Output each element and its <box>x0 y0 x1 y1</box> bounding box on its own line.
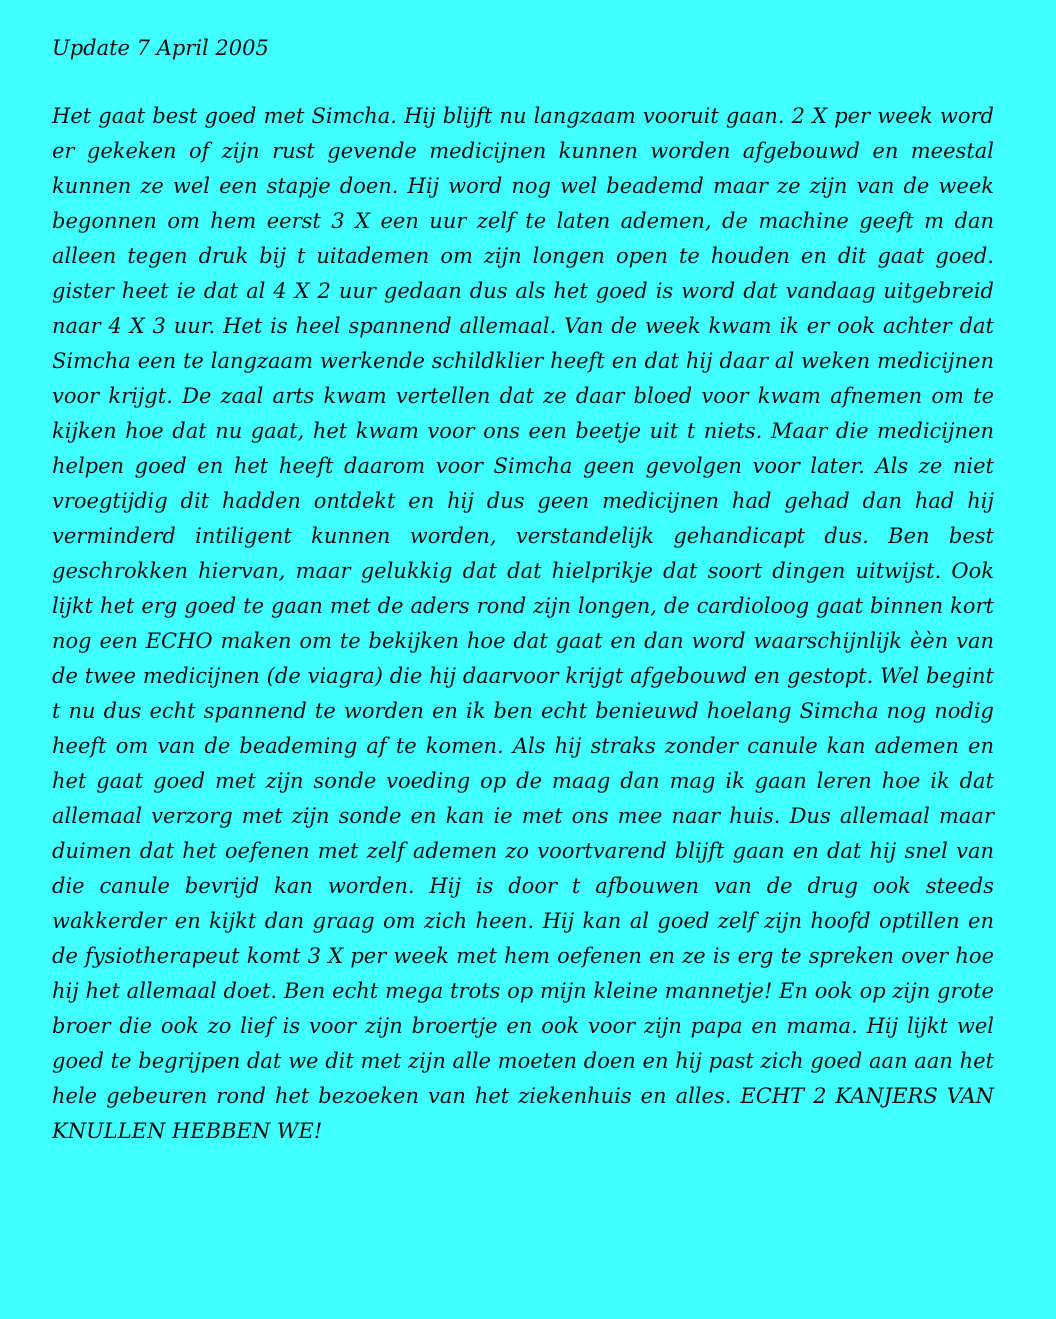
body-paragraph: Het gaat best goed met Simcha. Hij blijft nu langzaam vooruit gaan. 2 X per week word er gekeken of zijn rust gevende medicijnen kunnen worden afgebouwd en meestal kunnen ze wel een stapje doen. Hij word nog wel beademd maar ze zijn van de week begonnen om hem eerst 3 X een uur zelf te laten ademen, de machine geeft m dan alleen tegen druk bij t uitademen om zijn longen open te houden en dit gaat goed. gister heet ie dat al 4 X 2 uur gedaan dus als het goed is word dat vandaag uitgebreid naar 4 X 3 uur. Het is heel spannend allemaal. Van de week kwam ik er ook achter dat Simcha een te langzaam werkende schildklier heeft en dat hij daar al weken medicijnen voor krijgt. De zaal arts kwam vertellen dat ze daar bloed voor kwam afnemen om te kijken hoe dat nu gaat, het kwam voor ons een beetje uit t niets. Maar die medicijnen helpen goed en het heeft daarom voor Simcha geen gevolgen voor later. Als ze niet vroegtijdig dit hadden ontdekt en hij dus geen medicijnen had gehad dan had hij verminderd intiligent kunnen worden, verstandelijk gehandicapt dus. Ben best geschrokken hiervan, maar gelukkig dat dat hielprikje dat soort dingen uitwijst. Ook lijkt het erg goed te gaan met de aders rond zijn longen, de cardioloog gaat binnen kort nog een ECHO maken om te bekijken hoe dat gaat en dan word waarschijnlijk èèn van de twee medicijnen (de viagra) die hij daarvoor krijgt afgebouwd en gestopt. Wel begint t nu dus echt spannend te worden en ik ben echt benieuwd hoelang Simcha nog nodig heeft om van de beademing af te komen. Als hij straks zonder canule kan ademen en het gaat goed met zijn sonde voeding op de maag dan mag ik gaan leren hoe ik dat allemaal verzorg met zijn sonde en kan ie met ons mee naar huis. Dus allemaal maar duimen dat het oefenen met zelf ademen zo voortvarend blijft gaan en dat hij snel van die canule bevrijd kan worden. Hij is door t afbouwen van de drug ook steeds wakkerder en kijkt dan graag om zich heen. Hij kan al goed zelf zijn hoofd optillen en de fysiotherapeut komt 3 X per week met hem oefenen en ze is erg te spreken over hoe hij het allemaal doet. Ben echt mega trots op mijn kleine mannetje! En ook op zijn grote broer die ook zo lief is voor zijn broertje en ook voor zijn papa en mama. Hij lijkt wel goed te begrijpen dat we dit met zijn alle moeten doen en hij past zich goed aan aan het hele gebeuren rond het bezoeken van het ziekenhuis en alles. ECHT 2 KANJERS VAN KNULLEN HEBBEN WE! <box>52 104 994 1143</box>
page-title: Update 7 April 2005 <box>52 36 269 60</box>
